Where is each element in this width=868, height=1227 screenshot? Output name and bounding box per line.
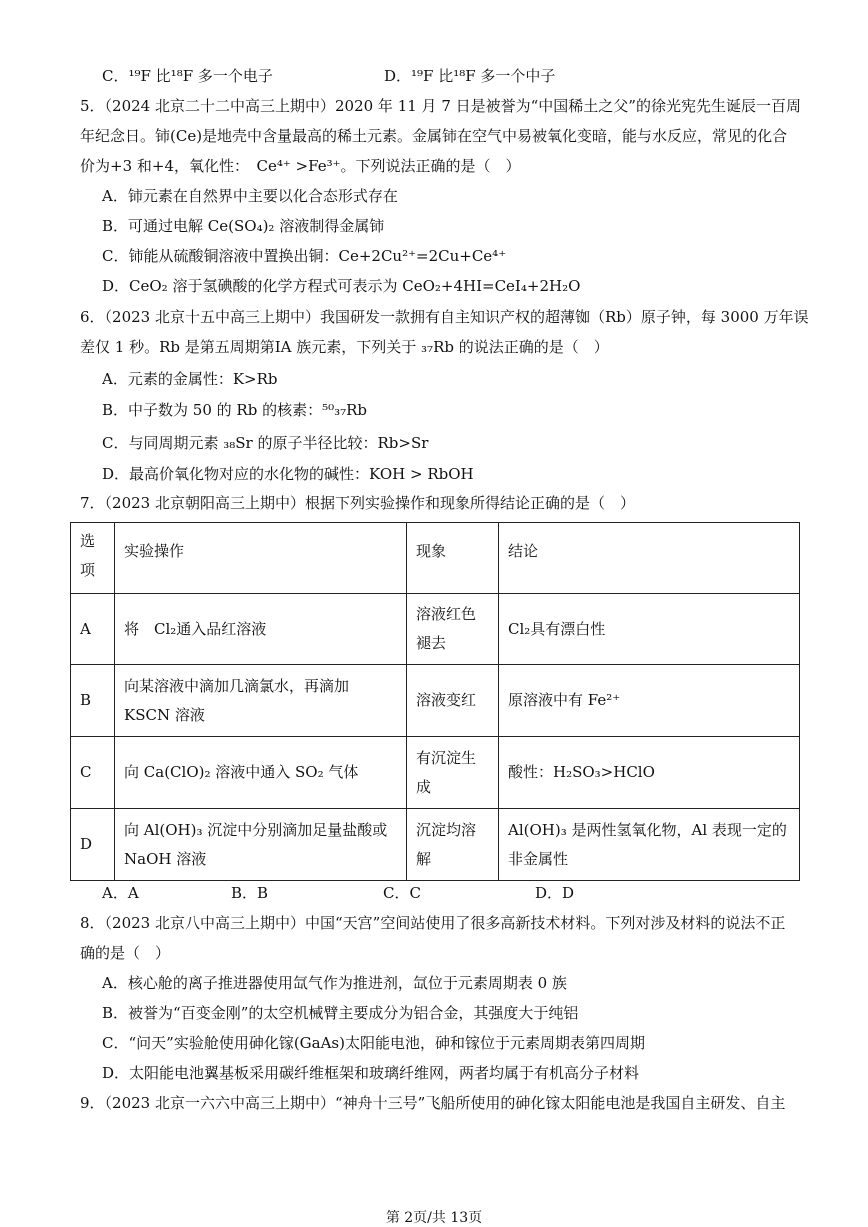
q6-option-b: B．中子数为 50 的 Rb 的核素：⁵⁰₃₇Rb bbox=[102, 401, 368, 419]
row-c-operation: 向 Ca(ClO)₂ 溶液中通入 SO₂ 气体 bbox=[115, 737, 407, 809]
q5-stem-line1: 5．（2024 北京二十二中高三上期中）2020 年 11 月 7 日是被誉为“中国稀土之父”的徐光宪先生诞辰一百周 bbox=[80, 97, 801, 115]
q6-option-a: A．元素的金属性：K>Rb bbox=[102, 370, 278, 388]
q6-stem-line1: 6．（2023 北京十五中高三上期中）我国研发一款拥有自主知识产权的超薄铷（Rb）原子钟，每 3000 万年误 bbox=[80, 308, 809, 326]
q7-answer-b: B．B bbox=[231, 884, 269, 902]
row-b-operation: 向某溶液中滴加几滴氯水，再滴加 KSCN 溶液 bbox=[115, 665, 407, 737]
q6-stem-line2: 差仅 1 秒。Rb 是第五周期第IA 族元素，下列关于 ₃₇Rb 的说法正确的是（ ） bbox=[80, 338, 609, 356]
q5-stem-line3: 价为+3 和+4，氧化性： Ce⁴⁺ >Fe³⁺。下列说法正确的是（ ） bbox=[80, 157, 521, 175]
q8-option-a: A．核心舱的离子推进器使用氙气作为推进剂，氙位于元素周期表 0 族 bbox=[102, 974, 567, 992]
table-row bbox=[71, 665, 800, 737]
q7-answer-d: D．D bbox=[535, 884, 575, 902]
row-d-conclusion: Al(OH)₃ 是两性氢氧化物，Al 表现一定的非金属性 bbox=[499, 809, 800, 881]
q7-answer-a: A．A bbox=[102, 884, 139, 902]
table-row bbox=[71, 737, 800, 809]
row-c-option: C bbox=[71, 737, 115, 809]
q8-option-c: C．“问天”实验舱使用砷化镓(GaAs)太阳能电池，砷和镓位于元素周期表第四周期 bbox=[102, 1034, 645, 1052]
row-d-option: D bbox=[71, 809, 115, 881]
row-a-operation: 将 Cl₂通入品红溶液 bbox=[115, 594, 407, 665]
q5-option-a: A．铈元素在自然界中主要以化合态形式存在 bbox=[102, 187, 398, 205]
q6-option-d: D．最高价氧化物对应的水化物的碱性：KOH > RbOH bbox=[102, 465, 474, 483]
q7-answers bbox=[102, 882, 574, 903]
row-c-conclusion: 酸性：H₂SO₃>HClO bbox=[499, 737, 800, 809]
q4-option-d: D．¹⁹F 比¹⁸F 多一个中子 bbox=[384, 67, 556, 85]
row-a-phenomenon: 溶液红色褪去 bbox=[407, 594, 499, 665]
q5-option-d: D．CeO₂ 溶于氢碘酸的化学方程式可表示为 CeO₂+4HI=CeI₄+2H₂O bbox=[102, 277, 581, 295]
q4-option-c: C．¹⁹F 比¹⁸F 多一个电子 bbox=[102, 67, 273, 85]
q7-answer-c: C．C bbox=[383, 884, 421, 902]
row-d-phenomenon: 沉淀均溶解 bbox=[407, 809, 499, 881]
q8-option-b: B．被誉为“百变金刚”的太空机械臂主要成分为铝合金，其强度大于纯铝 bbox=[102, 1004, 579, 1022]
header-operation: 实验操作 bbox=[115, 523, 407, 594]
table-row bbox=[71, 594, 800, 665]
page-number: 第 2页/共 13页 bbox=[385, 1210, 483, 1226]
q9-stem-line1: 9．（2023 北京一六六中高三上期中）“神舟十三号”飞船所使用的砷化镓太阳能电池是我国自主研发、自主 bbox=[80, 1094, 786, 1112]
header-phenomenon: 现象 bbox=[407, 523, 499, 594]
q5-option-b: B．可通过电解 Ce(SO₄)₂ 溶液制得金属铈 bbox=[102, 217, 385, 235]
row-b-conclusion: 原溶液中有 Fe²⁺ bbox=[499, 665, 800, 737]
row-a-conclusion: Cl₂具有漂白性 bbox=[499, 594, 800, 665]
q8-stem-line2: 确的是（ ） bbox=[80, 944, 171, 962]
header-conclusion: 结论 bbox=[499, 523, 800, 594]
row-b-option: B bbox=[71, 665, 115, 737]
header-option: 选项 bbox=[71, 523, 115, 594]
q7-stem: 7．（2023 北京朝阳高三上期中）根据下列实验操作和现象所得结论正确的是（ ） bbox=[80, 494, 635, 512]
q6-option-c: C．与同周期元素 ₃₈Sr 的原子半径比较：Rb>Sr bbox=[102, 434, 429, 452]
q5-stem-line2: 年纪念日。铈(Ce)是地壳中含量最高的稀土元素。金属铈在空气中易被氧化变暗，能与水反应，常见的化合 bbox=[80, 127, 788, 145]
row-a-option: A bbox=[71, 594, 115, 665]
row-d-operation: 向 Al(OH)₃ 沉淀中分别滴加足量盐酸或 NaOH 溶液 bbox=[115, 809, 407, 881]
table-row bbox=[71, 809, 800, 881]
q8-stem-line1: 8．（2023 北京八中高三上期中）中国“天宫”空间站使用了很多高新技术材料。下列对涉及材料的说法不正 bbox=[80, 914, 786, 932]
row-c-phenomenon: 有沉淀生成 bbox=[407, 737, 499, 809]
q5-option-c: C．铈能从硫酸铜溶液中置换出铜：Ce+2Cu²⁺=2Cu+Ce⁴⁺ bbox=[102, 247, 507, 265]
row-b-phenomenon: 溶液变红 bbox=[407, 665, 499, 737]
experiment-table bbox=[70, 522, 800, 881]
table-header-row bbox=[71, 523, 800, 594]
q8-option-d: D．太阳能电池翼基板采用碳纤维框架和玻璃纤维网，两者均属于有机高分子材料 bbox=[102, 1064, 640, 1082]
